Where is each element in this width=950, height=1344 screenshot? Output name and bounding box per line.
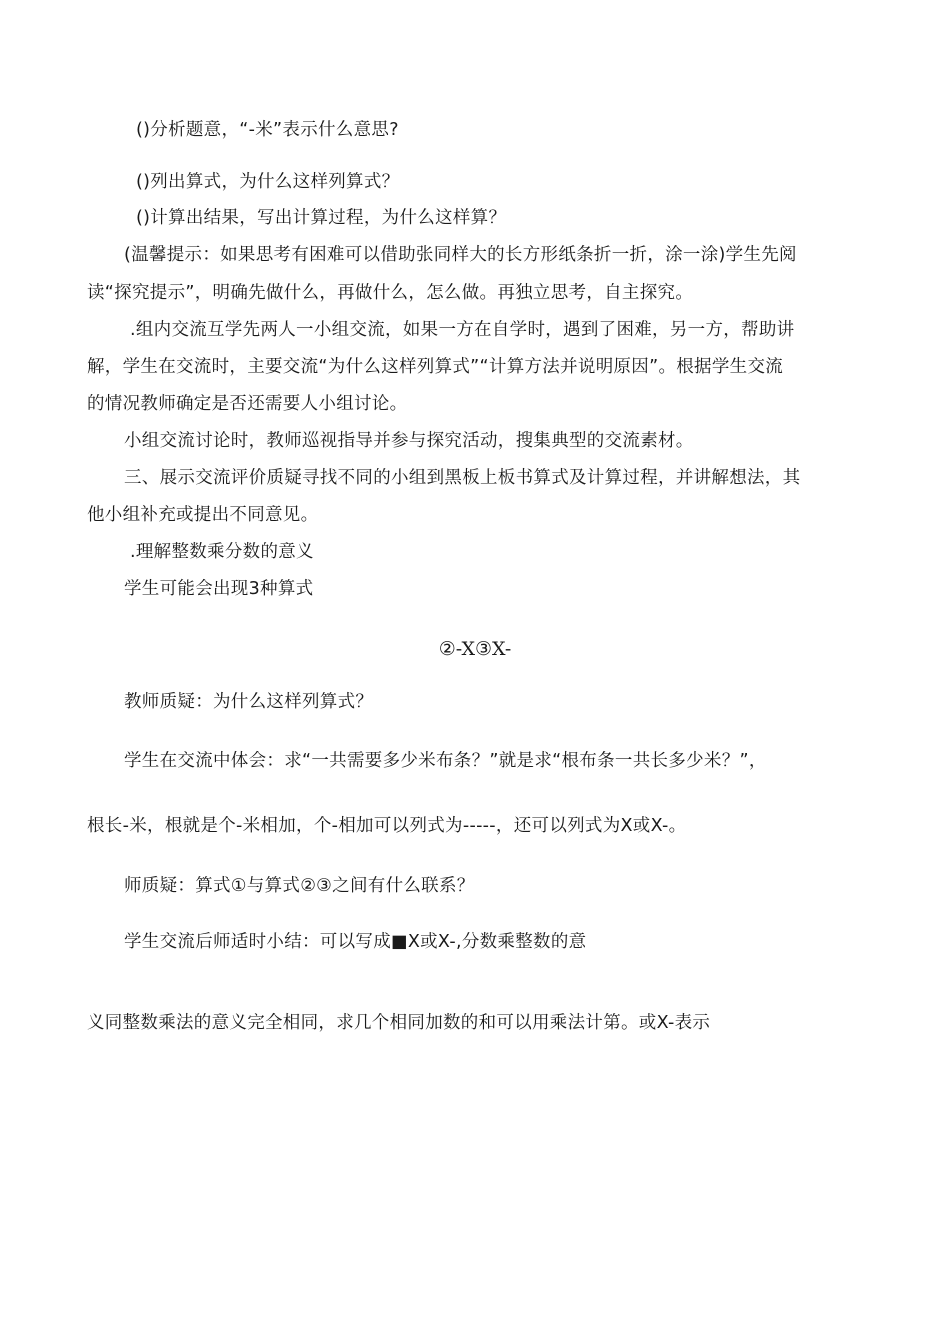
paragraph-line-17: 师质疑：算式①与算式②③之间有什么联系？ xyxy=(124,876,475,896)
paragraph-line-13: 学生可能会出现3种算式 xyxy=(124,579,314,599)
paragraph-line-16: 根长-米，根就是个-米相加，个-相加可以列式为-----，还可以列式为X或X-。 xyxy=(87,816,687,836)
paragraph-line-15: 学生在交流中体会：求“一共需要多少米布条？”就是求“根布条一共长多少米？”， xyxy=(124,751,767,771)
paragraph-line-5: 读“探究提示”，明确先做什么，再做什么，怎么做。再独立思考，自主探究。 xyxy=(87,283,694,303)
paragraph-line-14: 教师质疑：为什么这样列算式？ xyxy=(124,692,374,712)
paragraph-line-19: 义同整数乘法的意义完全相同，求几个相同加数的和可以用乘法计第。或X-表示 xyxy=(87,1013,711,1033)
paragraph-line-10: 三、展示交流评价质疑寻找不同的小组到黑板上板书算式及计算过程，并讲解想法，其 xyxy=(124,468,801,488)
paragraph-line-4: (温馨提示：如果思考有困难可以借助张同样大的长方形纸条折一折，涂一涂)学生先阅 xyxy=(124,245,797,265)
paragraph-line-12: .理解整数乘分数的意义 xyxy=(130,542,314,562)
formula-line: ②-X③X- xyxy=(438,638,512,660)
paragraph-line-1: ()分析题意，“-米”表示什么意思? xyxy=(136,120,399,140)
paragraph-line-2: ()列出算式，为什么这样列算式？ xyxy=(136,172,400,192)
paragraph-line-8: 的情况教师确定是否还需要人小组讨论。 xyxy=(87,394,408,414)
paragraph-line-3: ()计算出结果，写出计算过程，为什么这样算？ xyxy=(136,208,507,228)
paragraph-line-9: 小组交流讨论时，教师巡视指导并参与探究活动，搜集典型的交流素材。 xyxy=(124,431,694,451)
paragraph-line-18: 学生交流后师适时小结：可以写成■X或X-,分数乘整数的意 xyxy=(124,932,587,952)
paragraph-line-6: .组内交流互学先两人一小组交流，如果一方在自学时，遇到了困难，另一方，帮助讲 xyxy=(130,320,795,340)
paragraph-line-7: 解，学生在交流时，主要交流“为什么这样列算式”“计算方法并说明原因”。根据学生交流 xyxy=(87,357,784,377)
paragraph-line-11: 他小组补充或提出不同意见。 xyxy=(87,505,319,525)
